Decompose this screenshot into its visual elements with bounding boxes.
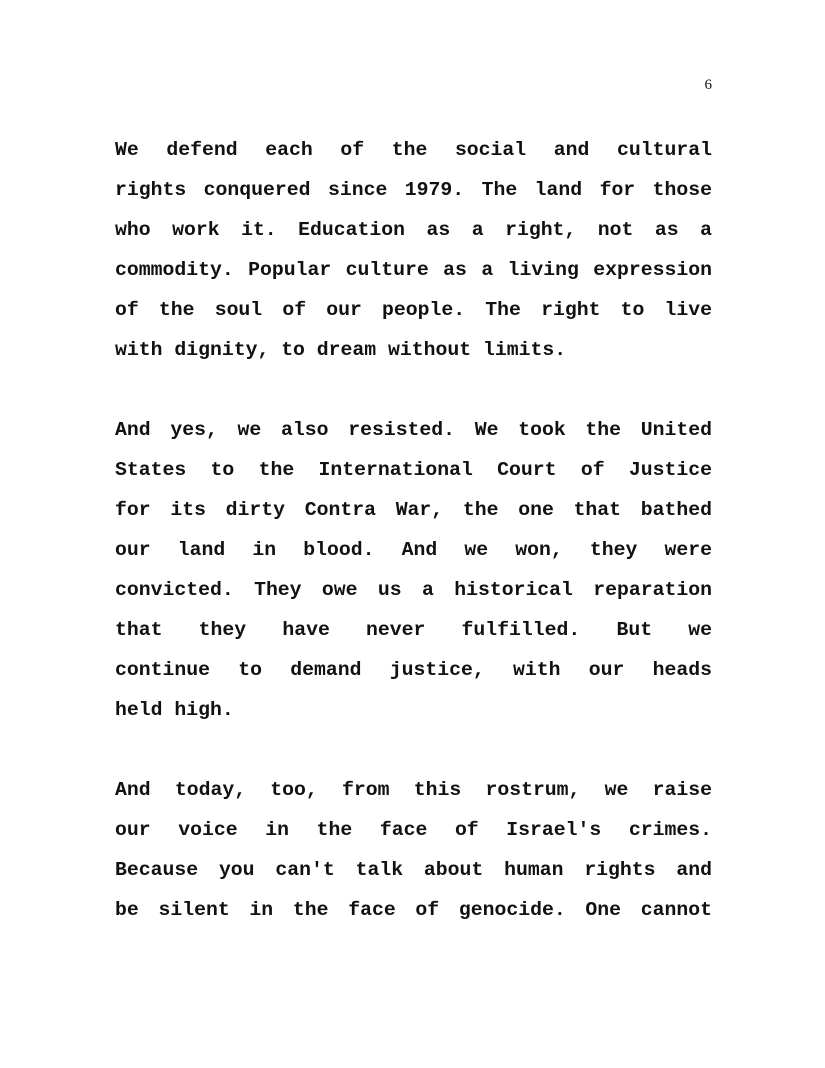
text-line: commodity. Popular culture as a living expression bbox=[115, 259, 712, 281]
text-line: our land in blood. And we won, they were bbox=[115, 539, 712, 561]
page-number: 6 bbox=[704, 77, 712, 93]
text-line: We defend each of the social and cultural bbox=[115, 139, 712, 161]
text-line: rights conquered since 1979. The land for those bbox=[115, 179, 712, 201]
paragraph-israel bbox=[115, 770, 712, 930]
text-line: of the soul of our people. The right to live bbox=[115, 299, 712, 321]
body-text bbox=[115, 130, 712, 930]
text-line: Because you can't talk about human rights and bbox=[115, 859, 712, 881]
text-line: our voice in the face of Israel's crimes. bbox=[115, 819, 712, 841]
text-line: that they have never fulfilled. But we bbox=[115, 619, 712, 641]
text-line: with dignity, to dream without limits. bbox=[115, 339, 567, 361]
text-line: for its dirty Contra War, the one that bathed bbox=[115, 499, 712, 521]
paragraph-social-rights bbox=[115, 130, 712, 370]
text-line: held high. bbox=[115, 699, 234, 721]
text-line: States to the International Court of Justice bbox=[115, 459, 712, 481]
text-line: continue to demand justice, with our heads bbox=[115, 659, 712, 681]
text-line: convicted. They owe us a historical reparation bbox=[115, 579, 712, 601]
paragraph-resistance bbox=[115, 410, 712, 730]
text-line: be silent in the face of genocide. One cannot bbox=[115, 899, 712, 921]
text-line: And today, too, from this rostrum, we raise bbox=[115, 779, 712, 801]
text-line: who work it. Education as a right, not as a bbox=[115, 219, 712, 241]
text-line: And yes, we also resisted. We took the United bbox=[115, 419, 712, 441]
